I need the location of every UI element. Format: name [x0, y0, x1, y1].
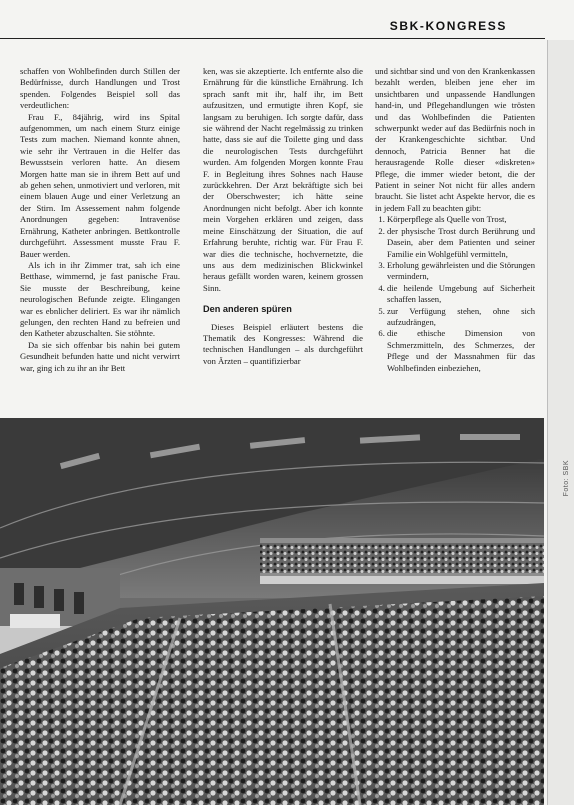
- congress-hall-photo: [0, 418, 544, 805]
- paragraph: Dieses Beispiel erläutert bestens die Thematik des Kongresses: Während die technischen Handlungen – als durchgeführt von Ärzten – quantifizierbar: [203, 321, 363, 366]
- article-column-3: [375, 66, 535, 414]
- paragraph: schaffen von Wohlbefinden durch Stillen der Bedürfnisse, durch Handlungen und Trost spenden. Folgendes Beispiel soll das verdeutlichen:: [20, 66, 180, 111]
- subheading: Den anderen spüren: [203, 304, 292, 315]
- page-edge: [547, 40, 574, 805]
- article-column-2: [203, 66, 363, 414]
- paragraph: ken, was sie akzeptierte. Ich entfernte also die Ernährung für die künstliche Ernährung. Ich sprach sanft mit ihr, half ihr, im Bett aufzusitzen, und ermutigte ihren Kopf, sie langsam zu beruhigen. Ich sorgte dafür, dass sie während der Nacht regelmässig zu trinken hatte, dass sie auf die Toilette ging und dass die neurologischen Tests durchgeführt wurden. Am folgenden Morgen konnte Frau F. in Begleitung ihres Sohnes nach Hause zurückkehren. Der Arzt bekräftigte sich bei der Oberschwester; ich hätte seine Anordnungen nicht befolgt. Aber ich konnte mein Vorgehen erklären und zeigen, dass meine Einschätzung der Situation, die auf Erfahrung beruhte, richtig war. Für Frau F. war dies die technische, hochvernetzte, die uns aus dem medizinischen Blickwinkel heraus gefällt worden waren, keinem grossen Sinn.: [203, 66, 363, 293]
- page-header: [0, 0, 545, 39]
- paragraph: Frau F., 84jährig, wird ins Spital aufgenommen, um nach einem Sturz einige Tests zum machen. Niemand konnte ahnen, wie sehr ihr Vertrauen in die Helfer das Bewusstsein verloren hatte. An diesem Morgen hatte man sie in ihrem Bett auf und ab gehen sehen, unmotiviert und verloren, mit einem blauen Auge und einer Verletzung an der Stirn. Im Assessement nahm folgende Anordnungen gegeben: Intravenöse Ernährung, Katheter anbringen. Bettkontrolle durchgeführt. Assessment musste Frau F. Bauer werden.: [20, 111, 180, 259]
- section-title: SBK-KONGRESS: [389, 19, 507, 33]
- paragraph: Da sie sich offenbar bis nahin bei gutem Gesundheit befunden hatte und nicht verwirrt war, ging ich zu ihr an ihr Bett: [20, 339, 180, 373]
- list-item: 4. die heilende Umgebung auf Sicherheit schaffen lassen,: [387, 283, 535, 306]
- photo-credit: Foto: SBK: [563, 460, 570, 497]
- audience-illustration: [0, 418, 544, 805]
- article-body: [20, 66, 542, 414]
- list-item: 3. Erholung gewährleisten und die Störungen vermindern,: [387, 260, 535, 283]
- aspect-list: [375, 214, 535, 374]
- article-column-1: [20, 66, 180, 414]
- list-item: 2. der physische Trost durch Berührung und Dasein, aber dem Patienten und seiner Familie ein Wohlgefühl vermitteln,: [387, 226, 535, 260]
- list-item: 5. zur Verfügung stehen, ohne sich aufzudrängen,: [387, 306, 535, 329]
- paragraph: und sichtbar sind und von den Krankenkassen bezahlt werden, bleiben jene eher im unsichtbaren und unpassende Handlungen hand-in, und Pflegehandlungen wie trösten und das Wohlbefinden die Patienten schwerpunkt weder auf das Bedürfnis noch in der Krankengeschichte sichtbar. Und dennoch, Patricia Benner hat die herausragende Rolle dieser «diskreten» Pflege, die immer wieder betont, die der Patient in seiner Not nicht für alles andern braucht. Sie listet acht Aspekte hervor, die es in jedem Fall zu beachten gibt:: [375, 66, 535, 213]
- list-item: 1. Körperpflege als Quelle von Trost,: [387, 214, 535, 225]
- paragraph: Als ich in ihr Zimmer trat, sah ich eine Betthase, wimmernd, je fast panische Frau. Sie musste der Beschreibung, keine neurologischen Befunde zeigte. Elingangen war es ebnlicher deliriert. Es war ihr nämlich gelungen, den rechten Hand zu befreien und den Katheter abzuschalten. Sie stöhnte.: [20, 259, 180, 339]
- list-item: 6. die ethische Dimension von Schmerzmitteln, des Schmerzes, der Pflege und der Massnahmen für das Wohlbefinden einbeziehen,: [387, 328, 535, 374]
